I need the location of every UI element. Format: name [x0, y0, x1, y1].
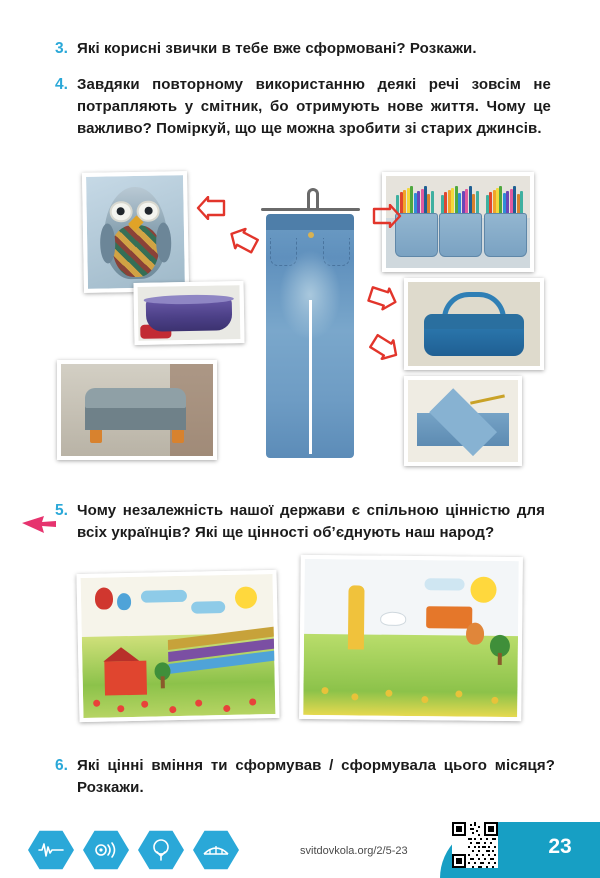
denim-shoulder-bag-photo	[404, 278, 544, 370]
question-6-text: Які цінні вміння ти сформував / сформувала цього місяця? Розкажи.	[77, 757, 555, 796]
question-3-number: 3.	[55, 40, 68, 57]
denim-pencil-holders-photo	[382, 172, 534, 272]
arrow-right-icon-3	[366, 330, 404, 366]
blue-jeans-on-hanger-photo	[255, 180, 365, 458]
question-3-text: Які корисні звички в тебе вже сформовані? Розкажи.	[77, 40, 477, 57]
question-4-text: Завдяки повторному використанню деякі речі зовсім не потрапляють у смітник, бо отримують нове життя. Чому це важливо? Поміркуй, що ще можна зробити зі старих джинсів.	[77, 76, 551, 137]
childrens-drawing-peace-photo	[299, 555, 523, 721]
question-6	[55, 755, 555, 799]
tree-icon	[138, 830, 184, 870]
question-5-text: Чому незалежність нашої держави є спільною цінністю для всіх українців? Які ще цінності об’єднують наш народ?	[77, 502, 545, 541]
qr-code	[452, 822, 498, 868]
denim-ottoman-photo	[57, 360, 217, 460]
site-url-label: svitdovkola.org/2/5-23	[300, 845, 408, 857]
sound-wave-icon	[28, 830, 74, 870]
question-4-number: 4.	[55, 76, 68, 93]
denim-owl-pillow-photo	[82, 171, 189, 293]
question-4	[55, 74, 551, 140]
question-5-number: 5.	[55, 502, 68, 519]
pink-arrow-icon	[22, 512, 56, 536]
denim-basket-photo	[133, 281, 244, 345]
question-6-number: 6.	[55, 757, 68, 774]
childrens-drawing-village-photo	[76, 570, 279, 722]
question-5	[55, 500, 545, 544]
ear-listening-icon	[83, 830, 129, 870]
arrow-right-icon-1	[372, 204, 402, 228]
footer-icon-group	[28, 830, 239, 870]
denim-envelope-clutch-photo	[404, 376, 522, 466]
bridge-icon	[193, 830, 239, 870]
page-footer	[0, 816, 600, 878]
arrow-left-icon-1	[196, 196, 226, 220]
page-number: 23	[548, 835, 572, 858]
question-3	[55, 38, 560, 60]
arrow-right-icon-2	[365, 282, 401, 314]
